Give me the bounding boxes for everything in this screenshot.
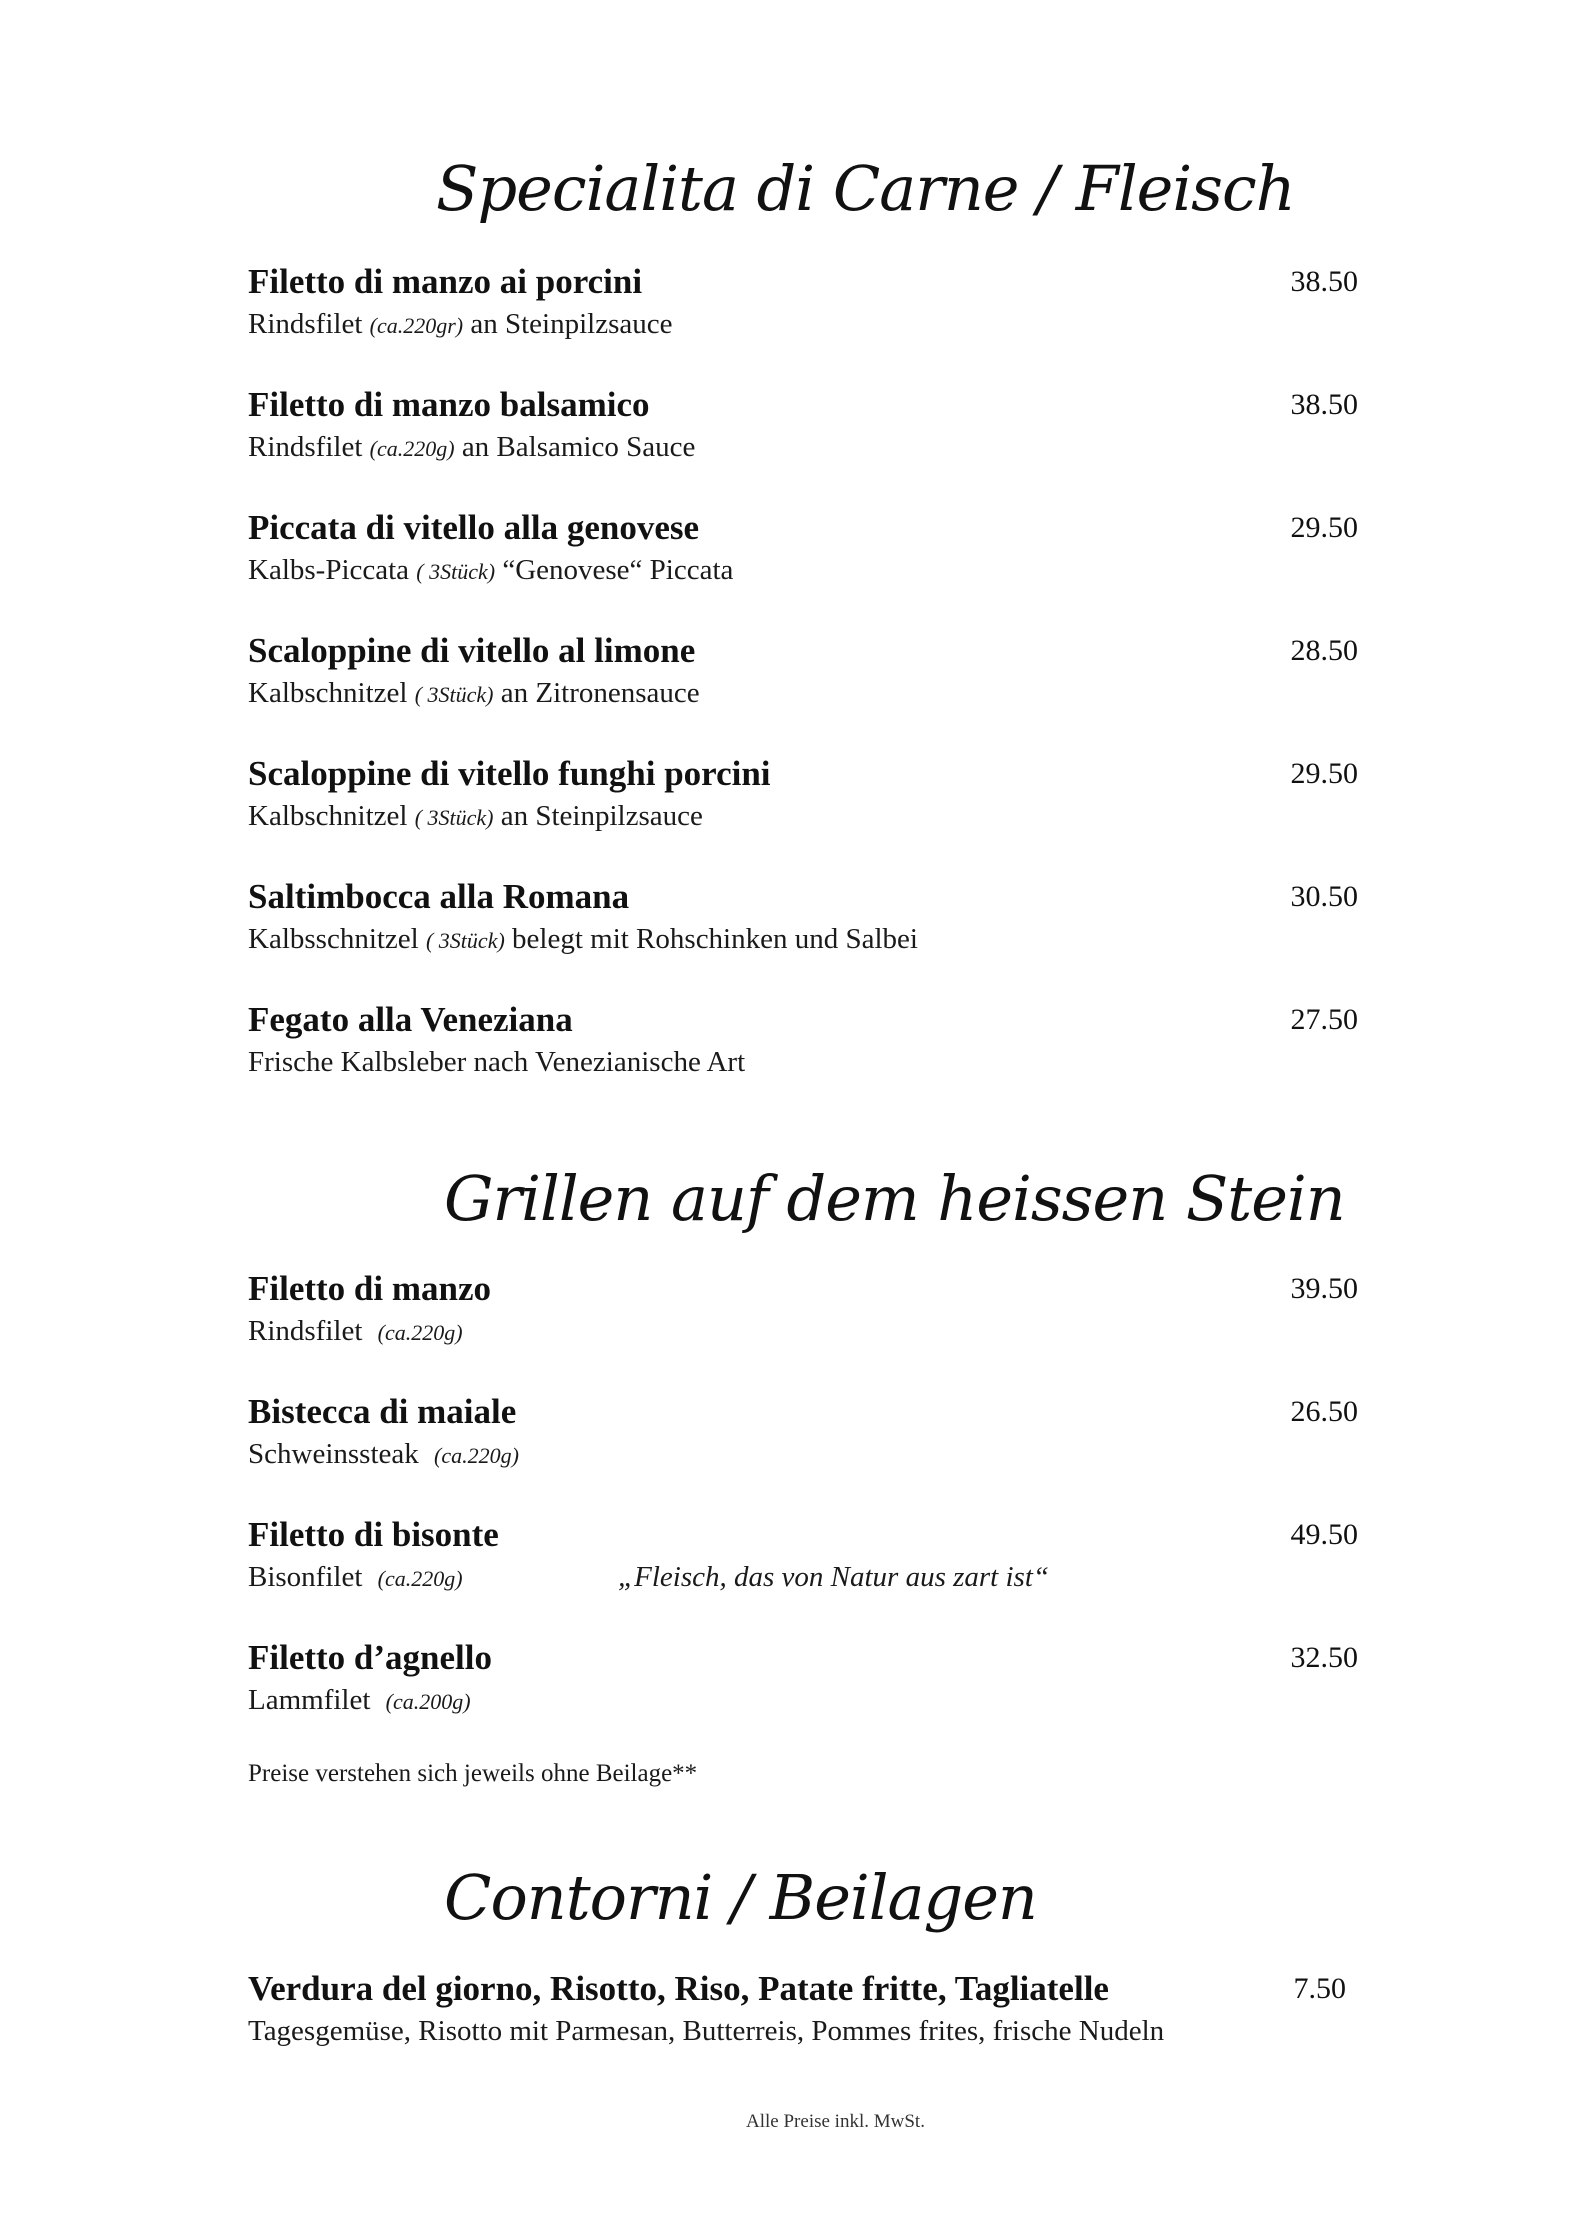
item-weight: (ca.220g)	[434, 1443, 519, 1468]
item-desc-main: Tagesgemüse, Risotto mit Parmesan, Butterreis, Pommes frites, frische Nudeln	[248, 2015, 1165, 2047]
item-description	[248, 550, 1358, 592]
menu-item	[248, 752, 1358, 838]
item-desc-main: Schweinssteak	[248, 1438, 419, 1470]
item-price: 38.50	[1290, 265, 1358, 298]
item-name: Piccata di vitello alla genovese	[248, 508, 700, 547]
item-desc-sauce: belegt mit Rohschinken und Salbei	[512, 923, 918, 955]
item-price: 27.50	[1290, 1003, 1358, 1036]
item-name: Filetto d’agnello	[248, 1638, 492, 1677]
item-name: Scaloppine di vitello funghi porcini	[248, 754, 771, 793]
item-desc-sauce: an Steinpilzsauce	[500, 800, 703, 832]
item-price: 29.50	[1290, 757, 1358, 790]
item-desc-main: Rindsfilet	[248, 1315, 363, 1347]
item-weight: (ca.220g)	[369, 436, 455, 461]
menu-item	[248, 1390, 1358, 1476]
menu-item	[248, 1267, 1358, 1353]
menu-item	[248, 383, 1358, 469]
item-desc-main: Rindsfilet	[248, 308, 363, 340]
item-weight: (ca.220gr)	[369, 313, 464, 338]
item-name: Bistecca di maiale	[248, 1392, 517, 1431]
item-description	[248, 1434, 1358, 1476]
item-description	[248, 2011, 1360, 2051]
item-weight: (ca.220g)	[377, 1320, 463, 1345]
item-description	[248, 1680, 1358, 1722]
item-description	[248, 673, 1358, 715]
item-name: Filetto di manzo balsamico	[248, 385, 650, 424]
section-title-fleisch: Specialita di Carne / Fleisch	[436, 152, 1295, 225]
item-name: Filetto di bisonte	[248, 1515, 499, 1554]
item-weight: ( 3Stück)	[425, 928, 505, 953]
item-desc-sauce: an Steinpilzsauce	[470, 308, 673, 340]
item-desc-main: Kalbsschnitzel	[248, 923, 419, 955]
item-weight: ( 3Stück)	[414, 805, 494, 830]
item-name: Verdura del giorno, Risotto, Riso, Patate fritte, Tagliatelle	[248, 1969, 1109, 2008]
footer-vat-note: Alle Preise inkl. MwSt.	[746, 2111, 925, 2132]
item-price: 7.50	[1293, 1972, 1346, 2005]
item-price: 26.50	[1290, 1395, 1358, 1428]
item-desc-sauce: “Genovese“ Piccata	[502, 554, 734, 586]
item-name: Saltimbocca alla Romana	[248, 877, 630, 916]
item-description	[248, 304, 1358, 346]
item-price: 30.50	[1290, 880, 1358, 913]
item-weight: ( 3Stück)	[414, 682, 494, 707]
item-name: Fegato alla Veneziana	[248, 1000, 573, 1039]
menu-item	[248, 998, 1358, 1082]
item-price: 39.50	[1290, 1272, 1358, 1305]
item-weight: (ca.200g)	[385, 1689, 471, 1714]
item-price: 28.50	[1290, 634, 1358, 667]
menu-item	[248, 506, 1358, 592]
item-desc-main: Lammfilet	[248, 1684, 371, 1716]
item-price: 38.50	[1290, 388, 1358, 421]
item-name: Filetto di manzo	[248, 1269, 492, 1308]
item-weight: ( 3Stück)	[416, 559, 496, 584]
item-desc-sauce: an Balsamico Sauce	[461, 431, 696, 463]
item-description	[248, 427, 1358, 469]
item-weight: (ca.220g)	[377, 1566, 463, 1591]
item-description	[248, 1311, 1358, 1353]
item-tagline: „Fleisch, das von Natur aus zart ist“	[618, 1561, 1050, 1593]
menu-item	[248, 629, 1358, 715]
item-price: 29.50	[1290, 511, 1358, 544]
item-description	[248, 796, 1358, 838]
menu-item	[248, 1636, 1358, 1722]
item-price: 32.50	[1290, 1641, 1358, 1674]
item-desc-main: Frische Kalbsleber nach Venezianische Art	[248, 1046, 746, 1078]
price-note: Preise verstehen sich jeweils ohne Beilage**	[248, 1760, 698, 1787]
menu-item	[248, 1513, 1358, 1599]
item-desc-main: Bisonfilet	[248, 1561, 363, 1593]
item-description	[248, 1042, 1358, 1082]
menu-item	[248, 875, 1358, 961]
item-name: Scaloppine di vitello al limone	[248, 631, 696, 670]
item-desc-sauce: an Zitronensauce	[500, 677, 700, 709]
item-desc-main: Kalbschnitzel	[248, 800, 408, 832]
item-name: Filetto di manzo ai porcini	[248, 262, 643, 301]
menu-item	[248, 1967, 1360, 2051]
item-description	[248, 1557, 1358, 1599]
item-desc-main: Rindsfilet	[248, 431, 363, 463]
item-price: 49.50	[1290, 1518, 1358, 1551]
section-title-grillen: Grillen auf dem heissen Stein	[444, 1162, 1345, 1235]
item-desc-main: Kalbs-Piccata	[248, 554, 410, 586]
menu-item	[248, 260, 1358, 346]
item-description	[248, 919, 1358, 961]
item-desc-main: Kalbschnitzel	[248, 677, 408, 709]
section-title-beilagen: Contorni / Beilagen	[444, 1861, 1037, 1934]
